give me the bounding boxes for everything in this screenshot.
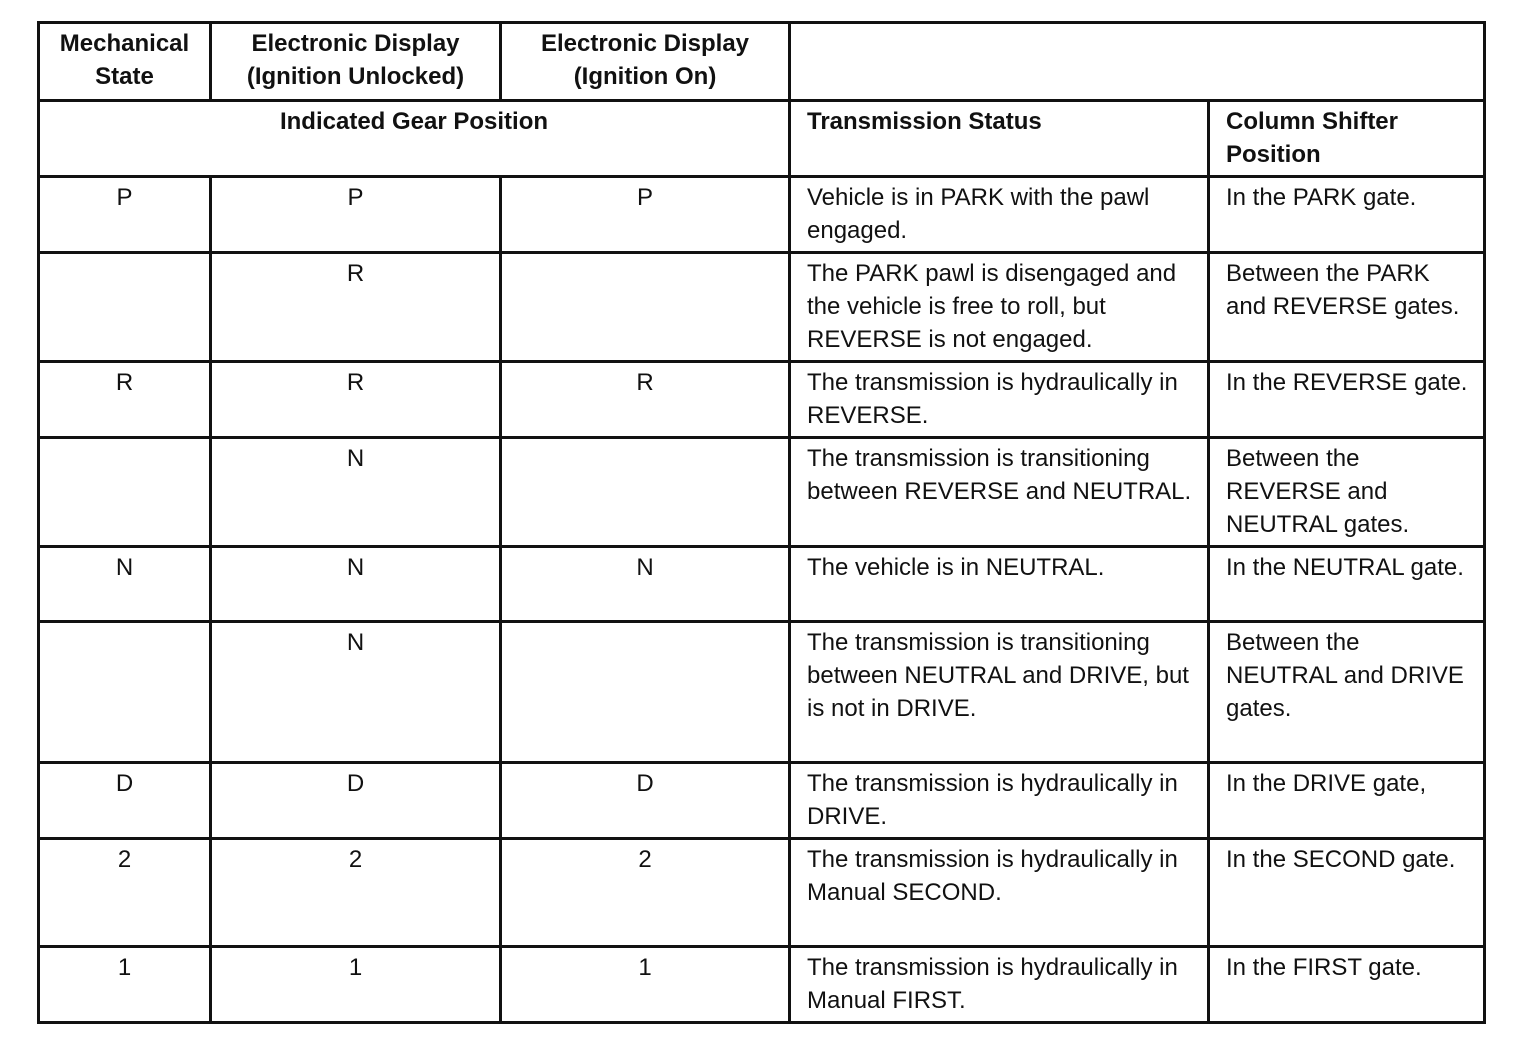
mechanical-state-cell: 2 xyxy=(39,839,211,947)
mechanical-state-cell xyxy=(39,253,211,362)
header-indicated-gear-position: Indicated Gear Position xyxy=(39,101,790,177)
display-unlocked-cell: D xyxy=(211,763,501,839)
table-row xyxy=(39,253,1485,362)
table-row xyxy=(39,177,1485,253)
column-shifter-cell: Between the NEUTRAL and DRIVE gates. xyxy=(1209,622,1485,763)
table-row xyxy=(39,438,1485,547)
display-on-cell: 1 xyxy=(501,947,790,1023)
column-shifter-cell: Between the REVERSE and NEUTRAL gates. xyxy=(1209,438,1485,547)
transmission-status-cell: The vehicle is in NEUTRAL. xyxy=(790,547,1209,622)
column-shifter-cell: In the SECOND gate. xyxy=(1209,839,1485,947)
display-unlocked-cell: N xyxy=(211,622,501,763)
table-row xyxy=(39,362,1485,438)
column-shifter-cell: In the PARK gate. xyxy=(1209,177,1485,253)
display-unlocked-cell: R xyxy=(211,253,501,362)
display-unlocked-cell: N xyxy=(211,547,501,622)
display-unlocked-cell: R xyxy=(211,362,501,438)
display-on-cell: D xyxy=(501,763,790,839)
header-row-1 xyxy=(39,23,1485,101)
column-shifter-cell: In the REVERSE gate. xyxy=(1209,362,1485,438)
gear-position-table xyxy=(37,21,1486,1024)
display-on-cell xyxy=(501,438,790,547)
display-on-cell: 2 xyxy=(501,839,790,947)
header-row-2 xyxy=(39,101,1485,177)
display-unlocked-cell: N xyxy=(211,438,501,547)
header-mechanical-state: Mechanical State xyxy=(39,23,211,101)
table-row xyxy=(39,547,1485,622)
table-body xyxy=(39,177,1485,1023)
display-on-cell: R xyxy=(501,362,790,438)
column-shifter-cell: In the NEUTRAL gate. xyxy=(1209,547,1485,622)
header-blank-cell xyxy=(790,23,1485,101)
transmission-status-cell: The transmission is hydraulically in DRIVE. xyxy=(790,763,1209,839)
table-row xyxy=(39,622,1485,763)
display-on-cell xyxy=(501,622,790,763)
header-column-shifter-position: Column Shifter Position xyxy=(1209,101,1485,177)
table-row xyxy=(39,763,1485,839)
mechanical-state-cell: R xyxy=(39,362,211,438)
column-shifter-cell: In the FIRST gate. xyxy=(1209,947,1485,1023)
header-display-on: Electronic Display (Ignition On) xyxy=(501,23,790,101)
display-unlocked-cell: P xyxy=(211,177,501,253)
display-on-cell: P xyxy=(501,177,790,253)
table-row xyxy=(39,947,1485,1023)
transmission-status-cell: The PARK pawl is disengaged and the vehicle is free to roll, but REVERSE is not engaged. xyxy=(790,253,1209,362)
column-shifter-cell: In the DRIVE gate, xyxy=(1209,763,1485,839)
header-transmission-status: Transmission Status xyxy=(790,101,1209,177)
display-unlocked-cell: 2 xyxy=(211,839,501,947)
transmission-status-cell: The transmission is hydraulically in Manual SECOND. xyxy=(790,839,1209,947)
display-on-cell xyxy=(501,253,790,362)
header-display-unlocked: Electronic Display (Ignition Unlocked) xyxy=(211,23,501,101)
mechanical-state-cell: N xyxy=(39,547,211,622)
mechanical-state-cell: D xyxy=(39,763,211,839)
display-unlocked-cell: 1 xyxy=(211,947,501,1023)
transmission-status-cell: The transmission is transitioning between REVERSE and NEUTRAL. xyxy=(790,438,1209,547)
mechanical-state-cell: 1 xyxy=(39,947,211,1023)
transmission-status-cell: The transmission is hydraulically in Manual FIRST. xyxy=(790,947,1209,1023)
table-row xyxy=(39,839,1485,947)
mechanical-state-cell xyxy=(39,622,211,763)
transmission-status-cell: The transmission is transitioning between NEUTRAL and DRIVE, but is not in DRIVE. xyxy=(790,622,1209,763)
column-shifter-cell: Between the PARK and REVERSE gates. xyxy=(1209,253,1485,362)
transmission-status-cell: The transmission is hydraulically in REVERSE. xyxy=(790,362,1209,438)
mechanical-state-cell: P xyxy=(39,177,211,253)
mechanical-state-cell xyxy=(39,438,211,547)
display-on-cell: N xyxy=(501,547,790,622)
transmission-status-cell: Vehicle is in PARK with the pawl engaged. xyxy=(790,177,1209,253)
